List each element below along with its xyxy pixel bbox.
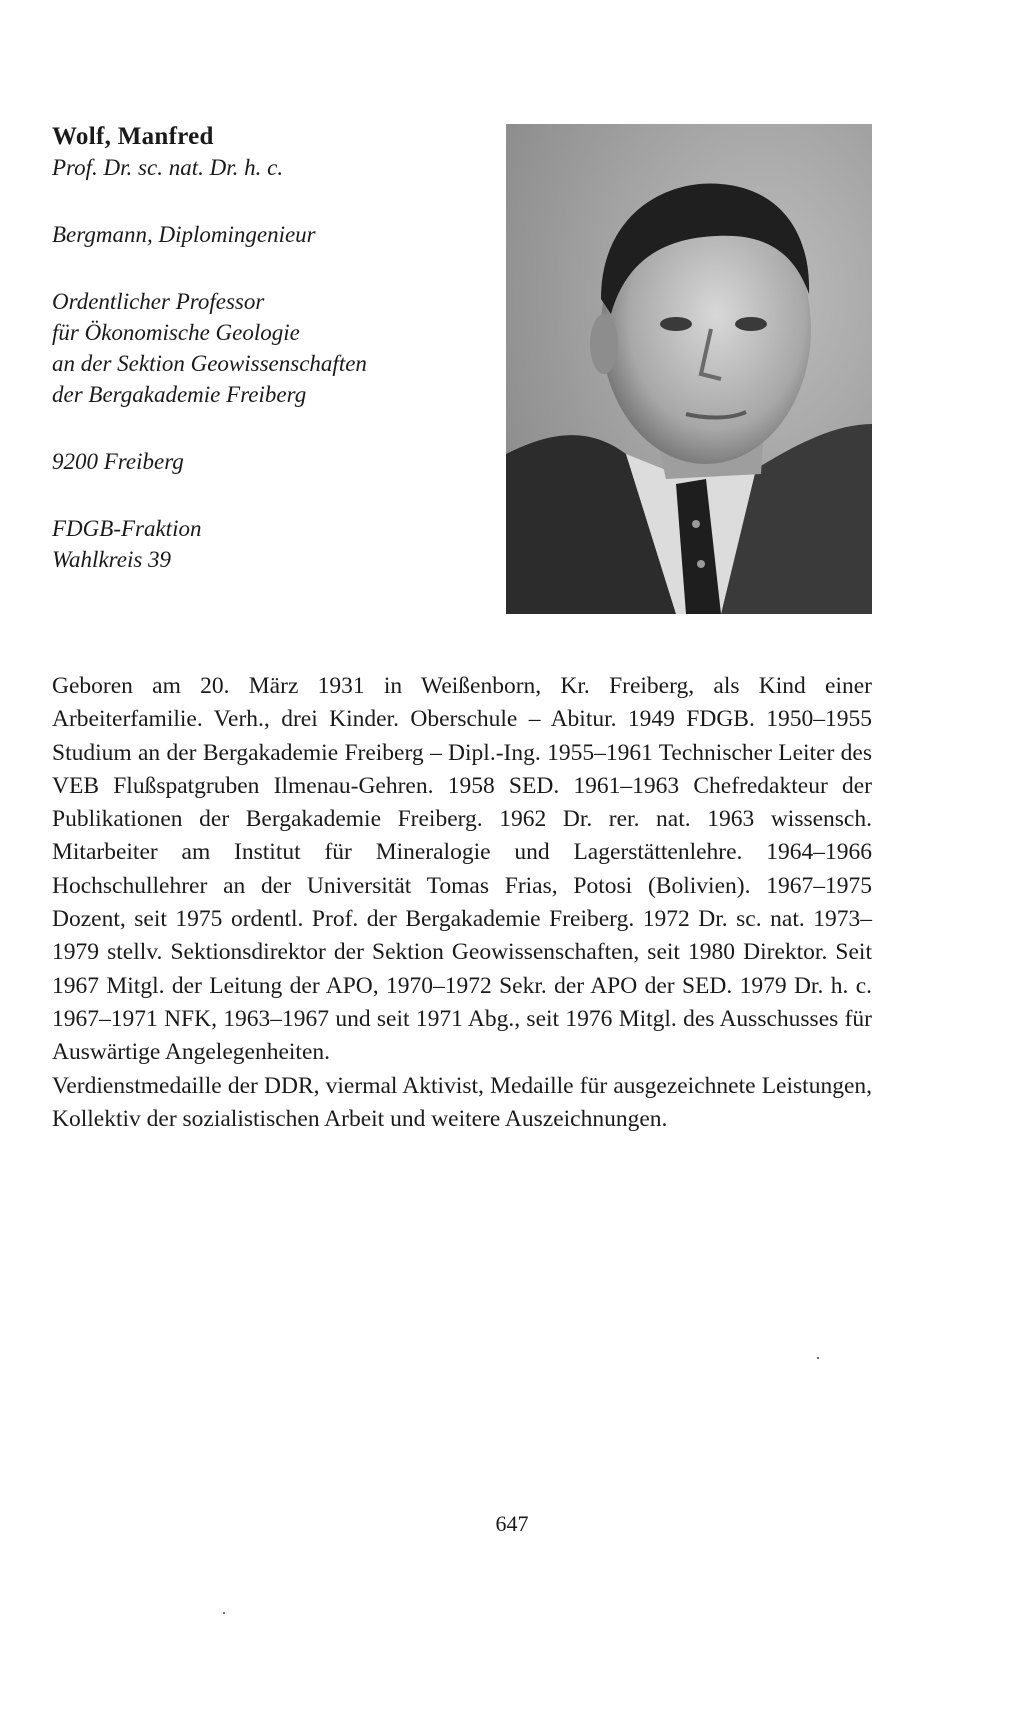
print-speck [817, 1357, 819, 1359]
academic-title: Prof. Dr. sc. nat. Dr. h. c. [52, 155, 284, 180]
faction: FDGB-Fraktion [52, 516, 202, 541]
profession: Bergmann, Diplomingenieur [52, 222, 316, 247]
constituency: Wahlkreis 39 [52, 547, 172, 572]
person-name: Wolf, Manfred [52, 123, 214, 150]
position-line: an der Sektion Geowissenschaften [52, 351, 367, 376]
position-line: für Ökonomische Geologie [52, 320, 300, 345]
bio-paragraph: Geboren am 20. März 1931 in Weißenborn, Kr. Freiberg, als Kind einer Arbeiterfamilie. Verh., drei Kinder. Oberschule – Abitur. 1949 FDGB. 1950–1955 Studium an der Bergakademie Freiberg – Dipl.-Ing. 1955–1961 Technischer Leiter des VEB Flußspatgruben Ilmenau-Gehren. 1958 SED. 1961–1963 Chefredakteur der Publikationen der Bergakademie Freiberg. 1962 Dr. rer. nat. 1963 wissensch. Mitarbeiter am Institut für Mineralogie und Lagerstättenlehre. 1964–1966 Hochschullehrer an der Universität Tomas Frias, Potosi (Bolivien). 1967–1975 Dozent, seit 1975 ordentl. Prof. der Bergakademie Freiberg. 1972 Dr. sc. nat. 1973–1979 stellv. Sektionsdirektor der Sektion Geowissenschaften, seit 1980 Direktor. Seit 1967 Mitgl. der Leitung der APO, 1970–1972 Sekr. der APO der SED. 1979 Dr. h. c. 1967–1971 NFK, 1963–1967 und seit 1971 Abg., seit 1976 Mitgl. des Ausschusses für Auswärtige Angelegenheiten. [52, 673, 872, 1066]
portrait-photo [506, 124, 872, 614]
residence: 9200 Freiberg [52, 449, 184, 474]
position-line: der Bergakademie Freiberg [52, 382, 307, 407]
biography [52, 670, 872, 1136]
entry-header [52, 122, 492, 575]
print-speck [223, 1612, 225, 1614]
position-block [52, 286, 492, 410]
page-number: 647 [495, 1511, 529, 1536]
faction-block [52, 513, 492, 575]
bio-paragraph: Verdienstmedaille der DDR, viermal Aktivist, Medaille für ausgezeichnete Leistungen, Kollektiv der sozialistischen Arbeit und weitere Auszeichnungen. [52, 1072, 872, 1132]
position-line: Ordentlicher Professor [52, 289, 265, 314]
portrait-image [506, 124, 872, 614]
